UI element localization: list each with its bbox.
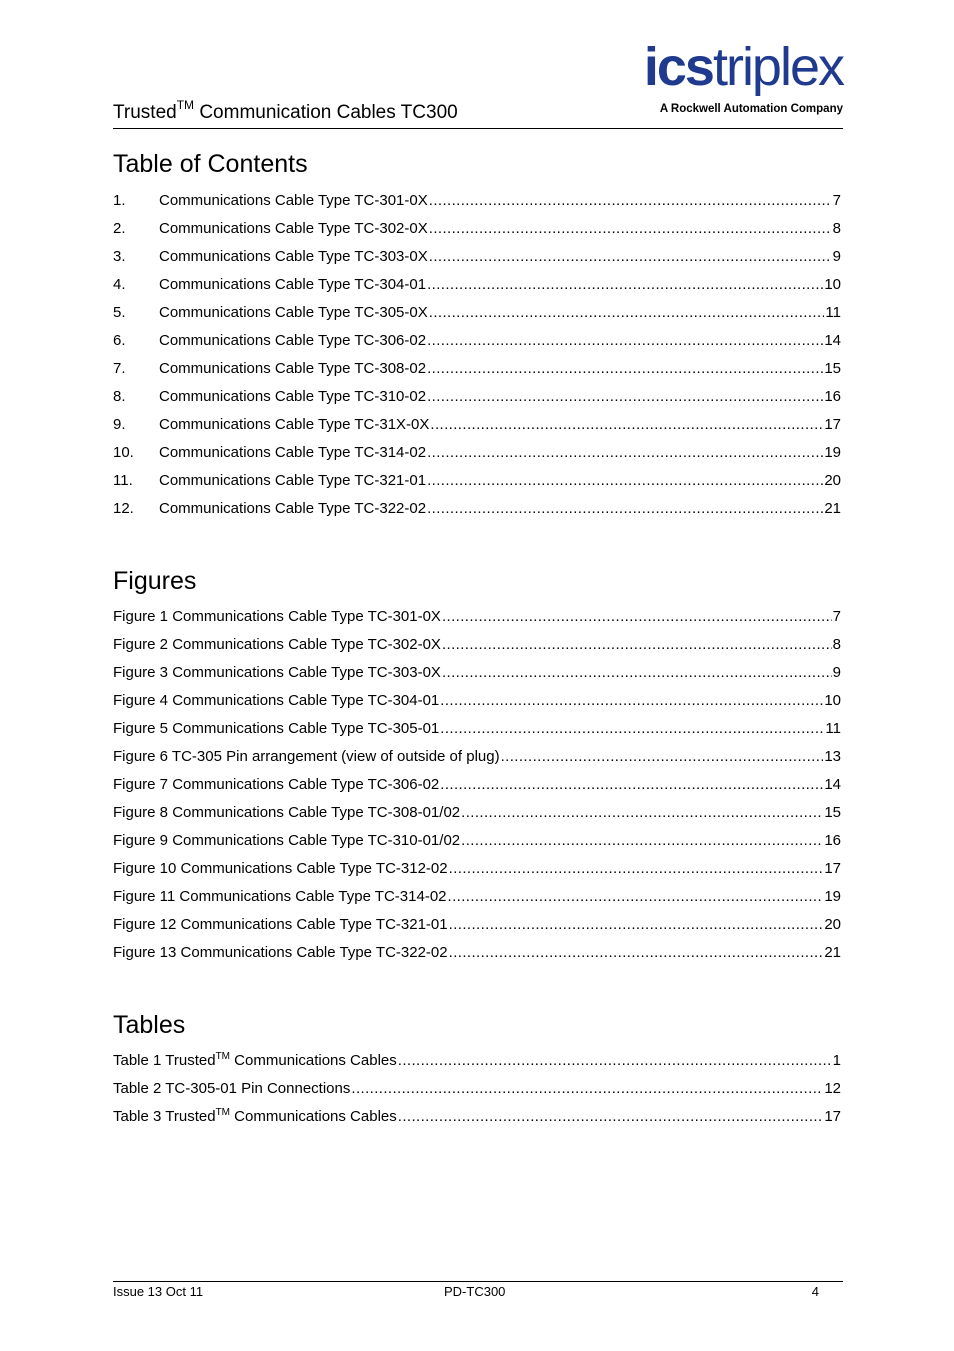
- figure-entry[interactable]: Figure 10 Communications Cable Type TC-312-02 ..... 17: [113, 860, 841, 888]
- toc-heading: Table of Contents: [113, 150, 308, 178]
- toc-entry[interactable]: 4. Communications Cable Type TC-304-01 ..... 10: [113, 276, 841, 304]
- table-entry[interactable]: Table 1 Trusted™ Communications Cables ..... 1: [113, 1052, 841, 1080]
- figure-entry[interactable]: Figure 3 Communications Cable Type TC-303-0X ..... 9: [113, 664, 841, 692]
- figure-entry[interactable]: Figure 7 Communications Cable Type TC-306-02 ..... 14: [113, 776, 841, 804]
- toc-entry[interactable]: 6. Communications Cable Type TC-306-02 ..... 14: [113, 332, 841, 360]
- figure-entry[interactable]: Figure 9 Communications Cable Type TC-310-01/02 ..... 16: [113, 832, 841, 860]
- toc-entry[interactable]: 9. Communications Cable Type TC-31X-0X ..... 17: [113, 416, 841, 444]
- figure-entry[interactable]: Figure 12 Communications Cable Type TC-321-01 ..... 20: [113, 916, 841, 944]
- tables-heading: Tables: [113, 1011, 186, 1039]
- toc-entry[interactable]: 7. Communications Cable Type TC-308-02 ..... 15: [113, 360, 841, 388]
- page-number: 4: [811, 1284, 819, 1299]
- toc-entry[interactable]: 12. Communications Cable Type TC-322-02 ..... 21: [113, 500, 841, 528]
- toc-entry[interactable]: 2. Communications Cable Type TC-302-0X ..... 8: [113, 220, 841, 248]
- table-entry[interactable]: Table 3 Trusted™ Communications Cables ..... 17: [113, 1108, 841, 1136]
- toc-entry[interactable]: 10. Communications Cable Type TC-314-02 ..... 19: [113, 444, 841, 472]
- figure-entry[interactable]: Figure 6 TC-305 Pin arrangement (view of outside of plug) ..... 13: [113, 748, 841, 776]
- logo-wordmark: icstriplex: [643, 37, 843, 97]
- page-footer: [113, 1281, 843, 1306]
- toc-entry[interactable]: 11. Communications Cable Type TC-321-01 ..... 20: [113, 472, 841, 500]
- figure-entry[interactable]: Figure 8 Communications Cable Type TC-308-01/02 ..... 15: [113, 804, 841, 832]
- ics-triplex-logo: [611, 37, 843, 120]
- toc-entry[interactable]: 8. Communications Cable Type TC-310-02 ..... 16: [113, 388, 841, 416]
- figures-list: [113, 608, 841, 972]
- document-title: Trusted™ Communication Cables TC300: [113, 98, 458, 123]
- logo-tagline: A Rockwell Automation Company: [659, 103, 843, 115]
- figure-entry[interactable]: Figure 4 Communications Cable Type TC-304-01 ..... 10: [113, 692, 841, 720]
- toc-entry[interactable]: 5. Communications Cable Type TC-305-0X ..... 11: [113, 304, 841, 332]
- tables-list: [113, 1052, 841, 1136]
- toc-list: [113, 192, 841, 528]
- issue-date: Issue 13 Oct 11: [113, 1284, 204, 1299]
- table-entry[interactable]: Table 2 TC-305-01 Pin Connections ..... 12: [113, 1080, 841, 1108]
- figure-entry[interactable]: Figure 13 Communications Cable Type TC-322-02 ..... 21: [113, 944, 841, 972]
- figure-entry[interactable]: Figure 11 Communications Cable Type TC-314-02 ..... 19: [113, 888, 841, 916]
- figure-entry[interactable]: Figure 2 Communications Cable Type TC-302-0X ..... 8: [113, 636, 841, 664]
- document-id: PD-TC300: [444, 1284, 506, 1299]
- page-header: [113, 37, 843, 129]
- figures-heading: Figures: [113, 567, 197, 595]
- toc-entry[interactable]: 3. Communications Cable Type TC-303-0X ..... 9: [113, 248, 841, 276]
- figure-entry[interactable]: Figure 1 Communications Cable Type TC-301-0X ..... 7: [113, 608, 841, 636]
- toc-entry[interactable]: 1. Communications Cable Type TC-301-0X ..... 7: [113, 192, 841, 220]
- figure-entry[interactable]: Figure 5 Communications Cable Type TC-305-01 ..... 11: [113, 720, 841, 748]
